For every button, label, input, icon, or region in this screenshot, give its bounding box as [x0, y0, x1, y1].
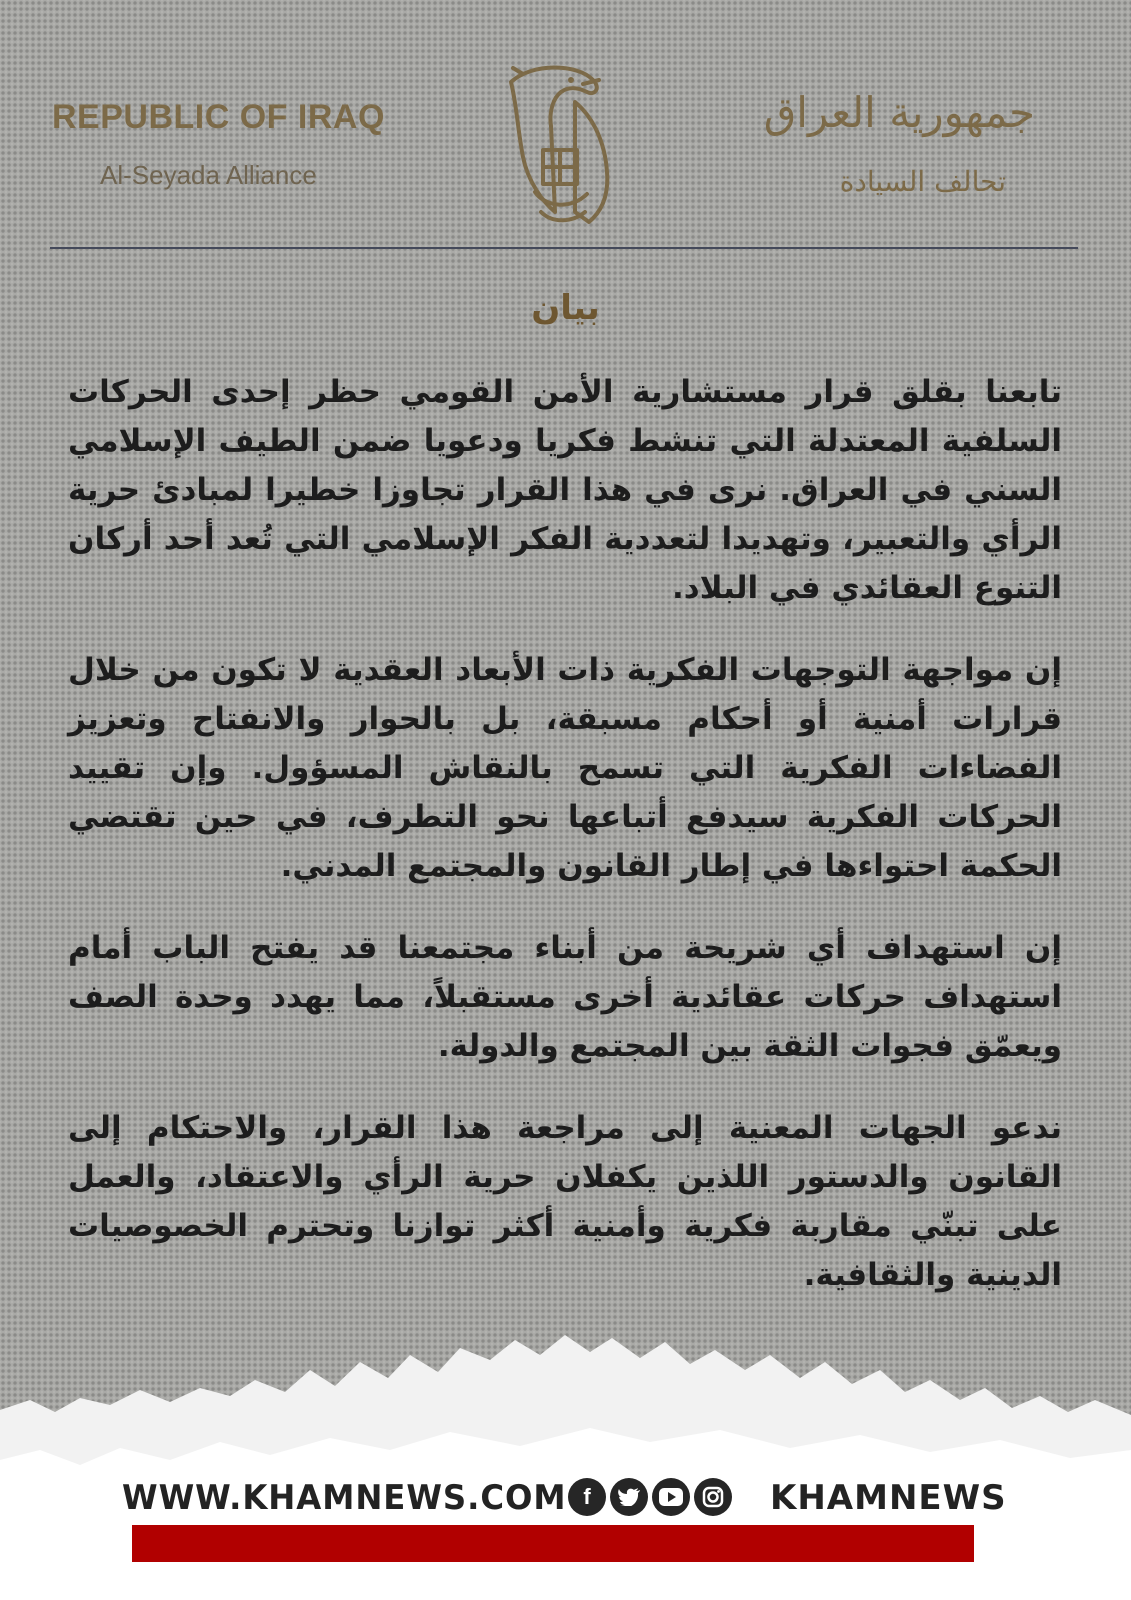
statement-body [68, 368, 1062, 1333]
statement-heading: بيان [531, 288, 600, 328]
header-divider [50, 247, 1078, 249]
facebook-icon[interactable]: f [568, 1478, 606, 1516]
accent-bar [132, 1525, 974, 1562]
social-icons [568, 1478, 732, 1518]
eagle-emblem-icon [483, 62, 633, 232]
paragraph: إن مواجهة التوجهات الفكرية ذات الأبعاد العقدية لا تكون من خلال قرارات أمنية أو أحكام مسبقة، بل بالحوار والانفتاح وتعزيز الفضاءات الفكرية التي تسمح بالنقاش المسؤول. وإن تقييد الحركات الفكرية سيدفع أتباعها نحو التطرف، في حين تقتضي الحكمة احتواءها في إطار القانون والمجتمع المدني. [68, 652, 1062, 884]
paragraph: ندعو الجهات المعنية إلى مراجعة هذا القرار، والاحتكام إلى القانون والدستور اللذين يكفلان حرية الرأي والاعتقاد، والعمل على تبنّي مقاربة فكرية وأمنية أكثر توازنا وتحترم الخصوصيات الدينية والثقافية. [68, 1110, 1062, 1293]
republic-of-iraq-title: REPUBLIC OF IRAQ [52, 98, 385, 136]
paragraph: إن استهداف أي شريحة من أبناء مجتمعنا قد يفتح الباب أمام استهداف حركات عقائدية أخرى مستقبلاً، مما يهدد وحدة الصف ويعمّق فجوات الثقة بين المجتمع والدولة. [68, 930, 1062, 1064]
republic-of-iraq-arabic: جمهورية العراق [763, 88, 1035, 137]
instagram-icon[interactable] [694, 1478, 732, 1516]
twitter-icon[interactable] [610, 1478, 648, 1516]
alliance-name-arabic: تحالف السيادة [839, 165, 1006, 198]
letterhead [0, 0, 1131, 250]
social-handle: KHAMNEWS [770, 1478, 1007, 1518]
paragraph: تابعنا بقلق قرار مستشارية الأمن القومي حظر إحدى الحركات السلفية المعتدلة التي تنشط فكريا ودعويا ضمن الطيف الإسلامي السني في العراق. نرى في هذا القرار تجاوزا خطيرا لمبادئ حرية الرأي والتعبير، وتهديدا لتعددية الفكر الإسلامي التي تُعد أحد أركان التنوع العقائدي في البلاد. [68, 374, 1062, 606]
youtube-icon[interactable] [652, 1478, 690, 1516]
alliance-name-english: Al-Seyada Alliance [100, 160, 317, 190]
website-url[interactable]: WWW.KHAMNEWS.COM [122, 1478, 567, 1518]
